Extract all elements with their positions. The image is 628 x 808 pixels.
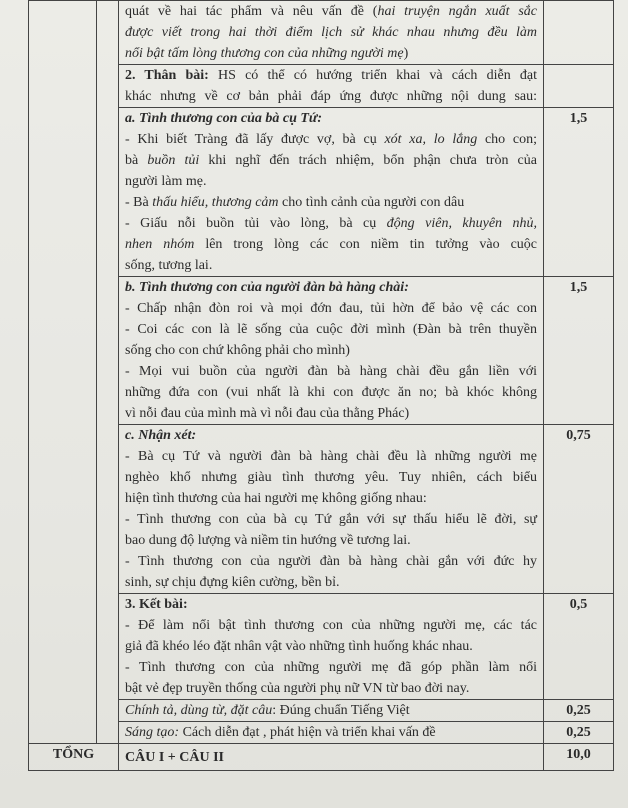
intro-row [29,1,614,65]
section-c-score: 0,75 [544,425,614,594]
conclusion-line-1: - Để làm nổi bật tình thương con của những người mẹ, các tác [125,618,537,633]
section-a-line-5a: - Giấu nỗi buồn tủi vào lòng, bà cụ [125,216,387,231]
body-intro-score [544,65,614,108]
conclusion-line-2: giả đã khéo léo đặt nhân vật vào những tình huống khác nhau. [125,639,473,654]
section-a-line-2a: bà [125,153,148,168]
conclusion-line-3: - Tình thương con của những người mẹ đã góp phần làm nổi [125,660,537,675]
body-intro-cell [119,65,544,108]
section-a-line-6a: nhen nhóm [125,237,195,252]
intro-line-3-end: ) [403,46,409,61]
section-a-line-4b: thấu hiểu, thương cảm [152,195,279,210]
section-c-heading: c. Nhận xét: [125,428,197,443]
section-b-line-2: - Coi các con là lẽ sống của cuộc đời mình (Đàn bà trên thuyền [125,322,537,337]
total-row [29,744,614,771]
section-b-line-5: những đứa con (vui nhất là khi con được ăn no; bà khóc không [125,385,537,400]
total-text: CÂU I + CÂU II [125,749,224,765]
intro-cell [119,1,544,65]
section-a-line-5b: động viên, khuyên nhủ, [386,216,537,231]
spelling-score: 0,25 [544,700,614,722]
intro-line-3: nổi bật tấm lòng thương con của những người mẹ [125,46,404,61]
section-a-cell [119,108,544,277]
conclusion-score: 0,5 [544,594,614,700]
section-a-line-1b: xót xa, lo lắng [384,132,478,147]
section-c-line-6: - Tình thương con của người đàn bà hàng chài gắn với đức hy [125,554,537,569]
section-c-line-2: nghèo khổ nhưng giàu tình thương yêu. Tuy nhiên, cách biểu [125,470,537,485]
part-column [97,1,119,744]
spelling-cell [119,700,544,722]
scoring-table [28,0,614,771]
section-c-line-5: bao dung độ lượng và niềm tin hướng về tương lai. [125,533,411,548]
section-b-heading: b. Tình thương con của người đàn bà hàng chài: [125,280,409,295]
section-c-line-1: - Bà cụ Tứ và người đàn bà hàng chài đều là những người mẹ [125,449,537,464]
intro-line-1a: quát về hai tác phẩm và nêu vấn đề ( [125,4,378,19]
intro-line-2: được viết trong hai thời điểm lịch sử khác nhau nhưng đều làm [125,25,537,40]
total-score: 10,0 [544,744,614,771]
section-b-cell [119,277,544,425]
intro-score [544,1,614,65]
body-intro-line-1: HS có thể có hướng triển khai và cách diễn đạt [208,68,537,83]
conclusion-heading: 3. Kết bài: [125,597,188,612]
conclusion-cell [119,594,544,700]
section-c-line-3: hiện tình thương của hai người mẹ không giống nhau: [125,491,427,506]
body-intro-line-2: khác nhưng về cơ bản phải đáp ứng được những nội dung sau: [125,89,537,104]
section-a-line-4a: - Bà [125,195,153,210]
total-label: TỔNG [29,744,119,771]
section-c-line-4: - Tình thương con của bà cụ Tứ gắn với sự thấu hiểu lẽ đời, sự [125,512,537,527]
section-a-line-1c: cho con; [477,132,537,147]
section-a-line-2b: buồn tủi [147,153,200,168]
section-c-line-7: sinh, sự chịu đựng kiên cường, bền bỉ. [125,575,340,590]
question-column [29,1,97,744]
section-a-line-1a: - Khi biết Tràng đã lấy được vợ, bà cụ [125,132,385,147]
section-a-line-2c: khi nghĩ đến trách nhiệm, bổn phận chưa tròn của [199,153,537,168]
section-c-cell [119,425,544,594]
section-a-line-6b: lên trong lòng các con niềm tin tưởng vào cuộc [194,237,537,252]
total-cell [119,744,544,771]
body-label: 2. Thân bài: [125,68,209,83]
section-b-line-4: - Mọi vui buồn của người đàn bà hàng chài đều gắn liền với [125,364,537,379]
section-a-score: 1,5 [544,108,614,277]
section-a-line-4c: cho tình cảnh của người con dâu [278,195,465,210]
section-b-line-1: - Chấp nhận đòn roi và mọi đớn đau, tủi hờn để bảo vệ các con [125,301,537,316]
section-a-line-7: sống, tương lai. [125,258,213,273]
section-b-line-6: vì nỗi đau của mình mà vì nỗi đau của thằng Phác) [125,406,410,421]
section-a-line-3: người làm mẹ. [125,174,207,189]
conclusion-line-4: bật vẻ đẹp truyền thống của người phụ nữ VN từ bao đời nay. [125,681,470,696]
creativity-label: Sáng tạo: [125,725,180,740]
section-b-score: 1,5 [544,277,614,425]
section-b-line-3: sống cho con chứ không phải cho mình) [125,343,350,358]
creativity-text: Cách diễn đạt , phát hiện và triển khai vấn đề [179,725,436,740]
spelling-label: Chính tả, dùng từ, đặt câu [125,703,273,718]
spelling-text: : Đúng chuẩn Tiếng Việt [272,703,410,718]
creativity-score: 0,25 [544,722,614,744]
intro-line-1b: hai truyện ngắn xuất sắc [377,4,538,19]
section-a-heading: a. Tình thương con của bà cụ Tứ: [125,111,322,126]
creativity-cell [119,722,544,744]
